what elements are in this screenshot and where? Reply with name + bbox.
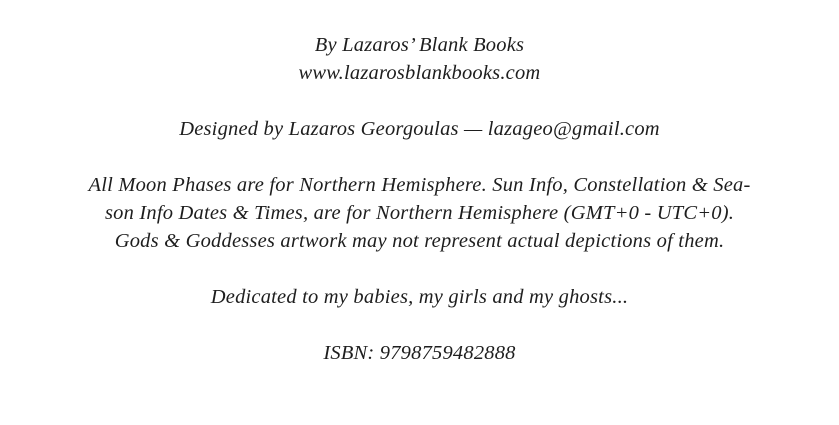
- disclaimer-line-3: Gods & Goddesses artwork may not represent actual depictions of them.: [114, 230, 725, 252]
- isbn-text: ISBN: 9798759482888: [323, 342, 516, 364]
- disclaimer-line-2: son Info Dates & Times, are for Northern Hemisphere (GMT+0 - UTC+0).: [104, 202, 735, 224]
- disclaimer-line-1: All Moon Phases are for Northern Hemisphere. Sun Info, Constellation & Sea-: [88, 174, 751, 196]
- isbn-block: [0, 339, 839, 367]
- byline-text: By Lazaros’ Blank Books: [314, 34, 525, 56]
- website-text: www.lazarosblankbooks.com: [298, 62, 541, 84]
- dedication-block: [0, 283, 839, 311]
- byline-block: [0, 31, 839, 87]
- disclaimer-block: [40, 171, 800, 255]
- dedication-text: Dedicated to my babies, my girls and my ghosts...: [210, 286, 629, 308]
- designer-credit-text: Designed by Lazaros Georgoulas — lazageo@gmail.com: [179, 118, 660, 140]
- designer-credit-block: [0, 115, 839, 143]
